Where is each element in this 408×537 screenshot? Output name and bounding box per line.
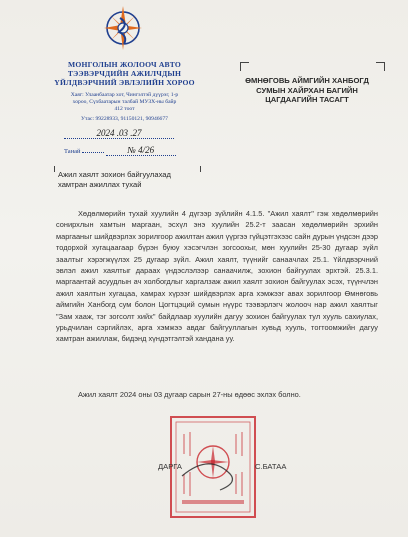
ref-label: Танай xyxy=(64,148,81,155)
letter-body xyxy=(56,208,378,345)
date-value: 2024 .03 .27 xyxy=(64,128,174,139)
address-line: хороо, Сүхбаатарын талбай МУЗХ-ны байр xyxy=(72,99,177,106)
letter-subject xyxy=(58,170,208,190)
recipient-bracket xyxy=(376,62,385,71)
ref-blank xyxy=(82,152,104,153)
signatory-name: С.БАТАА xyxy=(255,462,287,471)
ref-number: № 4/26 xyxy=(106,145,176,156)
org-name-line: ТЭЭВЭРЧДИЙН АЖИЛЧДЫН xyxy=(67,69,182,78)
address-line: 412 тоот xyxy=(114,106,135,113)
document-date xyxy=(64,128,174,139)
union-logo-icon xyxy=(102,4,144,58)
subject-line: хамтран ажиллах тухай xyxy=(58,180,142,189)
org-name-line: ҮЙЛДВЭРЧНИЙ ЭВЛЭЛИЙН ХОРОО xyxy=(54,78,195,87)
recipient-line: СУМЫН ХАЙРХАН БАГИЙН xyxy=(256,85,358,95)
org-name-line: МОНГОЛЫН ЖОЛООЧ АВТО xyxy=(68,60,181,69)
signatory-title: ДАРГА xyxy=(158,462,182,471)
address-line: Хаяг: Улаанбаатар хот, Чингэлтэй дүүрэг, 1-р xyxy=(70,92,179,98)
organization-address xyxy=(52,92,197,114)
organization-phone: Утас: 99228933, 91150121, 90946677 xyxy=(81,116,168,122)
organization-name xyxy=(52,60,197,87)
recipient-line: ӨМНӨГОВЬ АЙМГИЙН ХАНБОГД xyxy=(245,76,369,85)
body-paragraph: Хөдөлмөрийн тухай хуулийн 4 дүгээр зүйлийн 4.1.5. "Ажил хаялт" гэж хөдөлмөрийн сонирхлын хамтын маргаан, эсхүл энэ хуулийн 25.2-т заасан хөдөлмөрийн эрхийн маргааныг шийдвэрлэх зорилгоор ажилтан ажил үүргээ гүйцэтгэхээс сайн дурын үндсэн дээр тодорхой хугацаагаар бүрэн буюу хэсэгчлэн зогсоохыг, мөн хуулийн 25-30 дугаар зүйл заалтыг хэрэгжүүлэх 25 дугаар зүйл. Ажил хаялт, түүнийг санаачлах 25.1. Үйлдвэрчний эвлэл ажил хаялтыг дараах үндэслэлээр санаачилж, зохион байгуулах эрхтэй. 25.3.1. маргаантай асуудлын ач холбогдлыг харгалзаж ажил хаялт зохион байгуулах эсэх, түүнчлэн ажил хаялтын хугацаа, хамрах хүрээг шийдвэрлэх арга хэмжээг авах зорилгоор Өмнөговь аймгийн Ханбогд сум болон Цогтцэций сумын нүүрс тээвэрлэгч жолооч нар ажил хаялтыг "Зам хааж, тэг зогсолт хийх" байдлаар хуулийн дагуу зохион байгуулах тул хууль сахиулах, урьдчилан сэргийлэх, арга хэмжээ авдаг байгууллагын хувьд хууль, тогтоомжийн дагуу хамтран ажиллаж, бидэнд хүндэтгэлтэй хандана уу. xyxy=(56,209,378,344)
subject-line: Ажил хаялт зохион байгуулахад xyxy=(58,170,171,179)
recipient-address xyxy=(232,76,382,105)
closing-statement: Ажил хаялт 2024 оны 03 дугаар сарын 27-ны өдөөс эхлэх болно. xyxy=(78,390,301,399)
recipient-bracket xyxy=(240,62,249,71)
reference-line xyxy=(64,145,176,156)
recipient-line: ЦАГДААГИЙН ТАСАГТ xyxy=(265,95,349,104)
